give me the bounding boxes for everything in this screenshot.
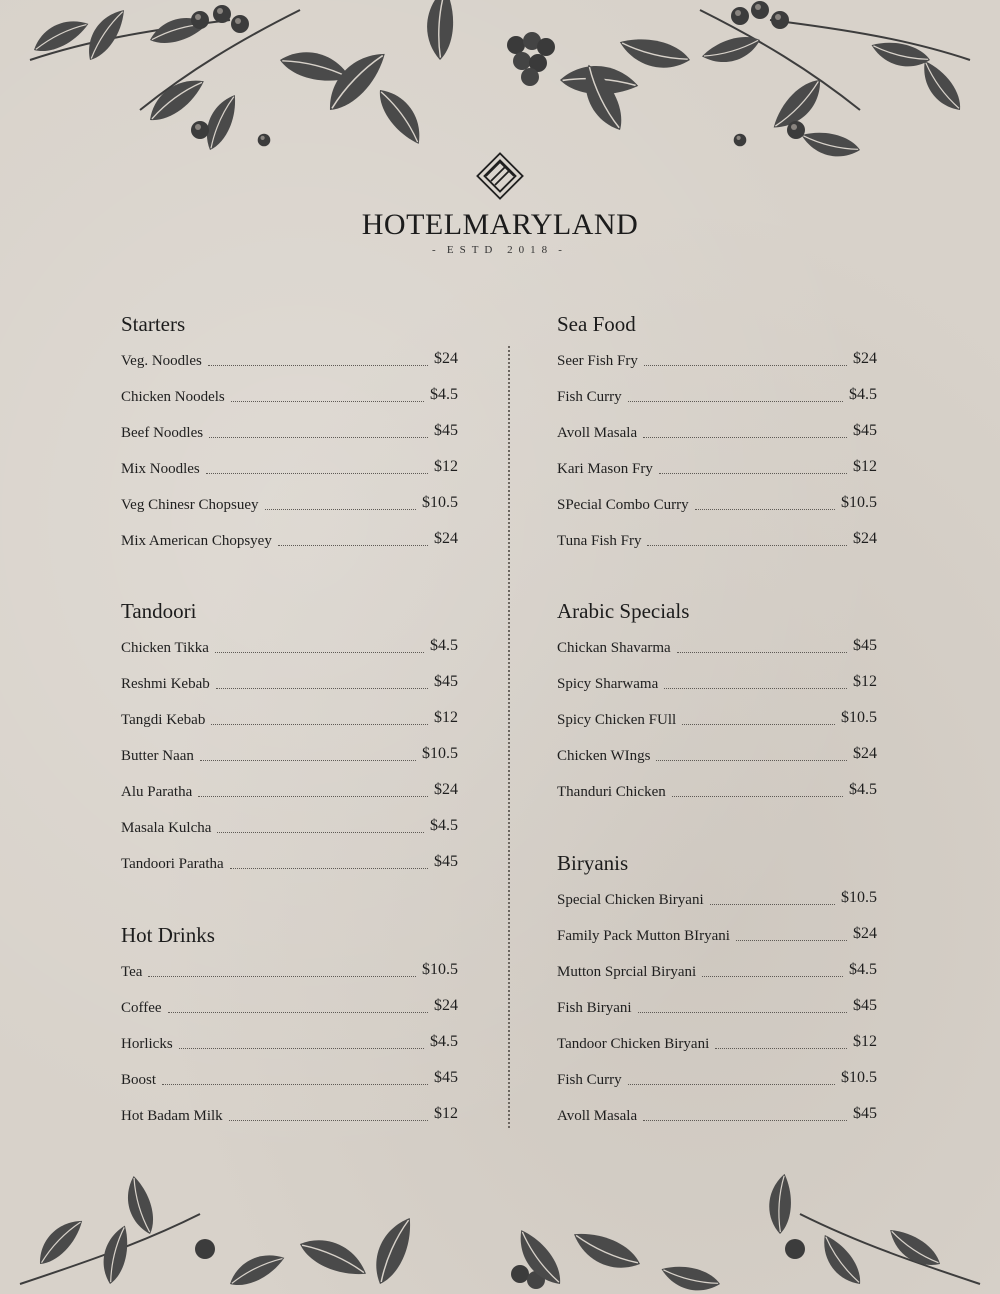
menu-section-sea-food bbox=[557, 312, 877, 564]
menu-section-tandoori bbox=[121, 599, 458, 887]
dot-leader bbox=[710, 887, 835, 905]
menu-item-name: Chickan Shavarma bbox=[557, 640, 671, 656]
menu-item-name: Tangdi Kebab bbox=[121, 712, 206, 728]
menu-item bbox=[557, 456, 877, 492]
menu-item-price: $10.5 bbox=[422, 961, 458, 978]
menu-item-name: Kari Mason Fry bbox=[557, 461, 653, 477]
section-title: Tandoori bbox=[121, 599, 197, 623]
dot-leader bbox=[211, 707, 428, 725]
menu-item-price: $12 bbox=[434, 709, 458, 726]
menu-item bbox=[557, 887, 877, 923]
menu-item-name: Mutton Sprcial Biryani bbox=[557, 964, 697, 980]
menu-section-arabic-specials bbox=[557, 599, 877, 815]
menu-item-price: $12 bbox=[853, 1033, 877, 1050]
section-title: Hot Drinks bbox=[121, 923, 215, 947]
menu-item-price: $12 bbox=[434, 458, 458, 475]
dot-leader bbox=[217, 815, 424, 833]
menu-item-name: Tandoor Chicken Biryani bbox=[557, 1036, 710, 1052]
menu-item bbox=[121, 779, 458, 815]
menu-item-price: $45 bbox=[853, 637, 877, 654]
menu-item-name: Horlicks bbox=[121, 1036, 173, 1052]
menu-item bbox=[557, 743, 877, 779]
menu-item bbox=[121, 995, 458, 1031]
menu-section-biryanis bbox=[557, 851, 877, 1139]
menu-item-name: Fish Curry bbox=[557, 389, 622, 405]
section-title: Biryanis bbox=[557, 851, 629, 875]
dot-leader bbox=[168, 995, 428, 1013]
dot-leader bbox=[643, 1103, 847, 1121]
menu-item bbox=[121, 420, 458, 456]
menu-section-hot-drinks bbox=[121, 923, 458, 1139]
menu-item-price: $24 bbox=[434, 781, 458, 798]
dot-leader bbox=[628, 1067, 835, 1085]
menu-item bbox=[121, 1067, 458, 1103]
dot-leader bbox=[278, 528, 428, 546]
menu-item-name: Alu Paratha bbox=[121, 784, 193, 800]
dot-leader bbox=[206, 456, 428, 474]
menu-item-name: Veg. Noodles bbox=[121, 353, 202, 369]
menu-item bbox=[121, 528, 458, 564]
menu-item-price: $10.5 bbox=[841, 494, 877, 511]
menu-item-price: $24 bbox=[434, 997, 458, 1014]
menu-item-name: Spicy Sharwama bbox=[557, 676, 659, 692]
dot-leader bbox=[179, 1031, 424, 1049]
menu-item-name: Seer Fish Fry bbox=[557, 353, 638, 369]
menu-item bbox=[557, 528, 877, 564]
menu-item-price: $24 bbox=[434, 350, 458, 367]
menu-item bbox=[121, 384, 458, 420]
dot-leader bbox=[647, 528, 847, 546]
dot-leader bbox=[209, 420, 428, 438]
menu-item-price: $4.5 bbox=[430, 1033, 458, 1050]
dot-leader bbox=[682, 707, 835, 725]
menu-item bbox=[557, 1103, 877, 1139]
menu-item bbox=[557, 420, 877, 456]
dot-leader bbox=[148, 959, 416, 977]
hotel-brand-name: HOTELMARYLAND bbox=[361, 208, 639, 241]
menu-item-price: $10.5 bbox=[841, 709, 877, 726]
menu-item bbox=[557, 635, 877, 671]
menu-item bbox=[121, 635, 458, 671]
menu-item bbox=[121, 492, 458, 528]
menu-item-price: $4.5 bbox=[430, 817, 458, 834]
menu-item-price: $24 bbox=[434, 530, 458, 547]
dot-leader bbox=[208, 348, 428, 366]
menu-item-name: SPecial Combo Curry bbox=[557, 497, 689, 513]
dot-leader bbox=[644, 348, 847, 366]
dot-leader bbox=[215, 635, 424, 653]
dot-leader bbox=[736, 923, 847, 941]
dot-leader bbox=[162, 1067, 428, 1085]
menu-item bbox=[557, 1067, 877, 1103]
dot-leader bbox=[638, 995, 847, 1013]
menu-item-name: Fish Curry bbox=[557, 1072, 622, 1088]
menu-item bbox=[557, 707, 877, 743]
menu-item bbox=[121, 1103, 458, 1139]
menu-item-name: Veg Chinesr Chopsuey bbox=[121, 497, 259, 513]
dot-leader bbox=[229, 1103, 428, 1121]
column-divider bbox=[508, 346, 510, 1128]
menu-item-price: $45 bbox=[434, 1069, 458, 1086]
menu-item-name: Avoll Masala bbox=[557, 425, 638, 441]
menu-item bbox=[557, 959, 877, 995]
menu-item-name: Tuna Fish Fry bbox=[557, 533, 642, 549]
menu-item-name: Mix American Chopsyey bbox=[121, 533, 272, 549]
dot-leader bbox=[231, 384, 424, 402]
menu-item-price: $12 bbox=[434, 1105, 458, 1122]
dot-leader bbox=[695, 492, 835, 510]
menu-item bbox=[557, 492, 877, 528]
menu-item bbox=[121, 456, 458, 492]
menu-item bbox=[557, 923, 877, 959]
menu-item-name: Chicken Tikka bbox=[121, 640, 209, 656]
menu-item-price: $4.5 bbox=[849, 781, 877, 798]
dot-leader bbox=[659, 456, 847, 474]
menu-item bbox=[121, 743, 458, 779]
menu-item-name: Avoll Masala bbox=[557, 1108, 638, 1124]
menu-item bbox=[557, 384, 877, 420]
section-title: Arabic Specials bbox=[557, 599, 690, 623]
menu-item-name: Beef Noodles bbox=[121, 425, 204, 441]
menu-item-price: $12 bbox=[853, 458, 877, 475]
menu-item bbox=[121, 348, 458, 384]
menu-item-price: $4.5 bbox=[849, 961, 877, 978]
dot-leader bbox=[672, 779, 843, 797]
dot-leader bbox=[715, 1031, 847, 1049]
menu-item bbox=[121, 707, 458, 743]
dot-leader bbox=[643, 420, 847, 438]
hotel-logo-icon bbox=[472, 148, 528, 204]
dot-leader bbox=[656, 743, 847, 761]
menu-item-price: $45 bbox=[853, 1105, 877, 1122]
menu-item-price: $10.5 bbox=[841, 1069, 877, 1086]
menu-item-name: Family Pack Mutton BIryani bbox=[557, 928, 730, 944]
menu-item-name: Chicken Noodels bbox=[121, 389, 225, 405]
menu-item bbox=[557, 348, 877, 384]
menu-item-price: $45 bbox=[853, 422, 877, 439]
menu-item-name: Spicy Chicken FUll bbox=[557, 712, 677, 728]
menu-item-price: $10.5 bbox=[841, 889, 877, 906]
menu-item-price: $4.5 bbox=[430, 386, 458, 403]
menu-item-name: Boost bbox=[121, 1072, 157, 1088]
menu-item-price: $10.5 bbox=[422, 494, 458, 511]
menu-item bbox=[557, 1031, 877, 1067]
menu-item-name: Chicken WIngs bbox=[557, 748, 651, 764]
section-title: Starters bbox=[121, 312, 186, 336]
menu-item bbox=[557, 995, 877, 1031]
menu-item bbox=[121, 815, 458, 851]
dot-leader bbox=[230, 851, 428, 869]
menu-item-price: $45 bbox=[434, 853, 458, 870]
dot-leader bbox=[677, 635, 847, 653]
menu-item-price: $10.5 bbox=[422, 745, 458, 762]
dot-leader bbox=[198, 779, 428, 797]
dot-leader bbox=[216, 671, 428, 689]
menu-item-name: Hot Badam Milk bbox=[121, 1108, 223, 1124]
menu-item-name: Masala Kulcha bbox=[121, 820, 212, 836]
menu-item-price: $45 bbox=[434, 673, 458, 690]
menu-section-starters bbox=[121, 312, 458, 564]
dot-leader bbox=[200, 743, 416, 761]
menu-item bbox=[121, 959, 458, 995]
menu-item bbox=[557, 779, 877, 815]
menu-item-price: $24 bbox=[853, 530, 877, 547]
menu-item-price: $12 bbox=[853, 673, 877, 690]
menu-item-name: Coffee bbox=[121, 1000, 162, 1016]
menu-item-price: $24 bbox=[853, 350, 877, 367]
menu-item-price: $45 bbox=[434, 422, 458, 439]
menu-item-name: Tandoori Paratha bbox=[121, 856, 224, 872]
menu-item bbox=[121, 851, 458, 887]
dot-leader bbox=[664, 671, 847, 689]
section-title: Sea Food bbox=[557, 312, 636, 336]
menu-item-price: $24 bbox=[853, 925, 877, 942]
menu-item-name: Thanduri Chicken bbox=[557, 784, 666, 800]
menu-item-price: $4.5 bbox=[430, 637, 458, 654]
menu-item bbox=[121, 1031, 458, 1067]
menu-item-name: Butter Naan bbox=[121, 748, 194, 764]
menu-item-name: Reshmi Kebab bbox=[121, 676, 210, 692]
menu-item-name: Mix Noodles bbox=[121, 461, 200, 477]
menu-item-name: Special Chicken Biryani bbox=[557, 892, 704, 908]
menu-item bbox=[121, 671, 458, 707]
menu-item-name: Tea bbox=[121, 964, 143, 980]
dot-leader bbox=[628, 384, 843, 402]
established-year: - ESTD 2018 - bbox=[432, 244, 568, 256]
menu-item-price: $4.5 bbox=[849, 386, 877, 403]
menu-item-name: Fish Biryani bbox=[557, 1000, 632, 1016]
menu-item-price: $24 bbox=[853, 745, 877, 762]
dot-leader bbox=[702, 959, 843, 977]
bottom-floral-decoration bbox=[0, 1174, 1000, 1294]
menu-item-price: $45 bbox=[853, 997, 877, 1014]
dot-leader bbox=[265, 492, 417, 510]
menu-item bbox=[557, 671, 877, 707]
